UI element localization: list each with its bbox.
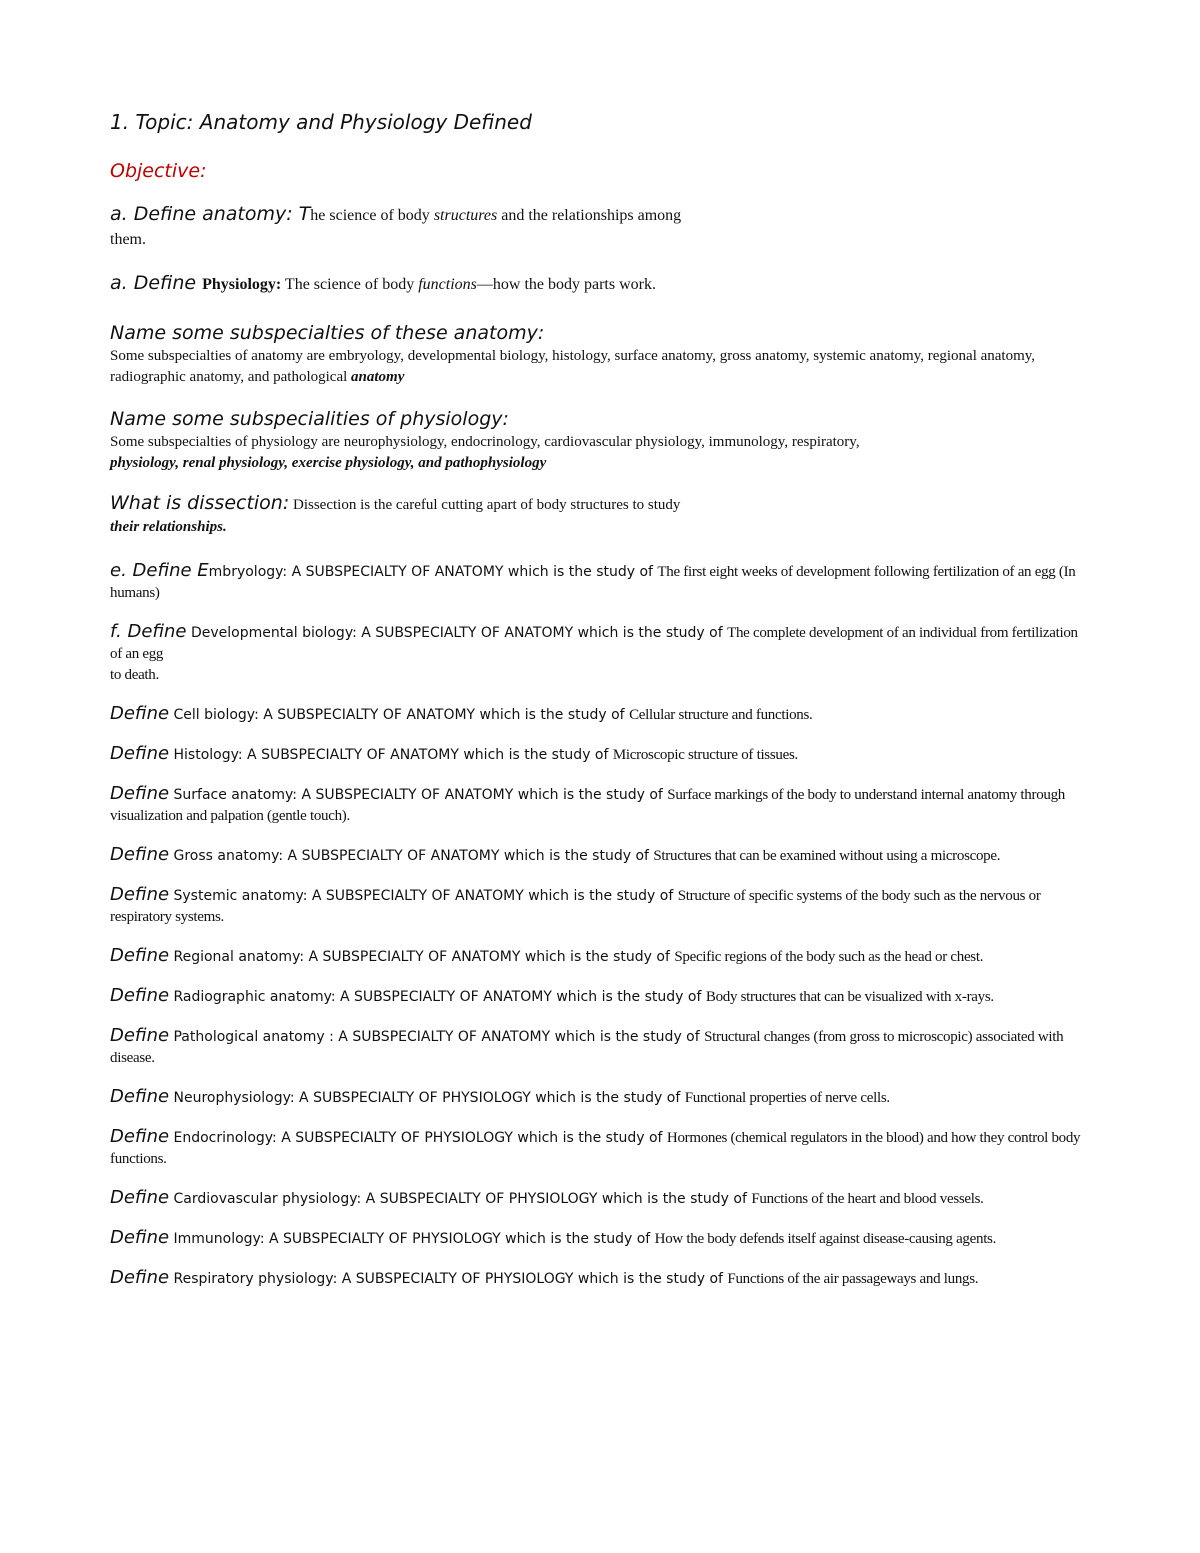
define-text: Hormones (chemical regulators in the blood) and how they control body functions. [110,1130,1081,1167]
define-label: Define [110,703,170,724]
definition-item [110,1025,1090,1069]
define-anatomy-cap: T [298,203,311,225]
definition-item [110,1267,1090,1290]
define-lead: Surface anatomy: A SUBSPECIALTY OF ANATOMY which is the study of [169,787,668,803]
definition-item [110,1086,1090,1109]
define-lead: Regional anatomy: A SUBSPECIALTY OF ANATOMY which is the study of [169,949,675,965]
define-physiology-bold: Physiology: [202,276,282,293]
define-lead: Systemic anatomy: A SUBSPECIALTY OF ANATOMY which is the study of [169,888,678,904]
define-lead: Immunology: A SUBSPECIALTY OF PHYSIOLOGY which is the study of [169,1231,655,1247]
define-anatomy-em: structures [433,207,498,224]
define-physiology [110,270,1090,298]
define-label: e. Define E [110,560,209,581]
define-label: Define [110,844,170,865]
topic-heading: 1. Topic: Anatomy and Physiology Defined [110,110,532,134]
define-label: Define [110,1187,170,1208]
document-body [110,108,1090,1307]
physiology-subspecialties-bold: physiology, renal physiology, exercise physiology, and pathophysiology [110,455,547,471]
anatomy-subspecialties [110,320,1090,388]
define-text: The complete development of an individual from fertilization of an egg [110,625,1078,662]
anatomy-subspecialties-text: Some subspecialties of anatomy are embryology, developmental biology, histology, surface anatomy, gross anatomy, systemic anatomy, regional anatomy, radiographic anatomy, and pathological [110,348,1036,385]
define-label: Define [110,783,170,804]
define-anatomy-text2: and the relationships among [497,207,682,224]
define-label: Define [110,884,170,905]
define-anatomy-text1: he science of body [310,207,434,224]
define-text: Cellular structure and functions. [629,707,813,723]
define-anatomy-label: a. Define anatomy: [110,203,299,225]
define-label: Define [110,945,170,966]
define-physiology-label: a. Define [110,272,203,294]
define-label: Define [110,1025,170,1046]
physiology-subspecialties-text: Some subspecialties of physiology are neurophysiology, endocrinology, cardiovascular physiology, immunology, respiratory, [110,434,860,450]
define-embryology [110,560,1090,604]
define-lead: Developmental biology: A SUBSPECIALTY OF ANATOMY which is the study of [186,625,728,641]
definition-item [110,783,1090,827]
dissection [110,492,1090,538]
define-lead: Radiographic anatomy: A SUBSPECIALTY OF ANATOMY which is the study of [169,989,706,1005]
define-anatomy [110,202,1090,252]
define-label: Define [110,1267,170,1288]
definition-item [110,703,1090,726]
define-physiology-text1: The science of body [281,276,419,293]
definition-item [110,743,1090,766]
define-text: The first eight weeks of development following fertilization of an egg (In humans) [110,564,1076,601]
define-text: How the body defends itself against disease-causing agents. [654,1231,997,1247]
define-lead: Histology: A SUBSPECIALTY OF ANATOMY which is the study of [169,747,613,763]
definition-item [110,1227,1090,1250]
define-text: Structures that can be examined without using a microscope. [653,848,1001,864]
anatomy-subspecialties-bold: anatomy [351,369,405,385]
definition-item [110,1126,1090,1170]
definition-item [110,985,1090,1008]
define-label: Define [110,743,170,764]
dissection-text: Dissection is the careful cutting apart of body structures to study [289,497,681,513]
define-anatomy-text3: them. [110,231,146,248]
definition-item [110,884,1090,928]
define-text: Specific regions of the body such as the head or chest. [674,949,984,965]
define-text: Microscopic structure of tissues. [612,747,798,763]
dissection-bold: their relationships. [110,519,227,535]
physiology-subspecialties-heading: Name some subspecialities of physiology: [110,408,509,430]
define-text: Body structures that can be visualized with x-rays. [705,989,994,1005]
anatomy-subspecialties-heading: Name some subspecialties of these anatomy: [110,322,545,344]
define-lead: Cardiovascular physiology: A SUBSPECIALTY OF PHYSIOLOGY which is the study of [169,1191,752,1207]
define-text: Structural changes (from gross to microscopic) associated with disease. [110,1029,1064,1066]
definition-item [110,945,1090,968]
define-physiology-em: functions [418,276,477,293]
define-lead: Cell biology: A SUBSPECIALTY OF ANATOMY which is the study of [169,707,630,723]
define-text: Structure of specific systems of the body such as the nervous or respiratory systems. [110,888,1041,925]
definition-item [110,1187,1090,1210]
physiology-subspecialties [110,406,1090,474]
define-label: Define [110,985,170,1006]
define-label: Define [110,1227,170,1248]
define-lead: Gross anatomy: A SUBSPECIALTY OF ANATOMY which is the study of [169,848,654,864]
definition-item [110,844,1090,867]
define-label: Define [110,1086,170,1107]
dissection-label: What is dissection: [110,492,290,514]
define-text: Surface markings of the body to understand internal anatomy through visualization and palpation (gentle touch). [110,787,1065,824]
define-lead: Neurophysiology: A SUBSPECIALTY OF PHYSIOLOGY which is the study of [169,1090,685,1106]
define-physiology-text2: —how the body parts work. [476,276,656,293]
define-text: Functions of the heart and blood vessels. [751,1191,984,1207]
define-lead: Respiratory physiology: A SUBSPECIALTY OF PHYSIOLOGY which is the study of [169,1271,728,1287]
objective-heading: Objective: [110,160,207,182]
define-lead: Pathological anatomy : A SUBSPECIALTY OF ANATOMY which is the study of [169,1029,705,1045]
define-label: f. Define [110,621,187,642]
define-text: Functions of the air passageways and lungs. [727,1271,979,1287]
define-lead: mbryology: A SUBSPECIALTY OF ANATOMY which is the study of [208,564,658,580]
define-developmental-biology [110,621,1090,686]
define-lead: Endocrinology: A SUBSPECIALTY OF PHYSIOLOGY which is the study of [169,1130,667,1146]
define-text-cont: to death. [110,667,159,683]
define-text: Functional properties of nerve cells. [684,1090,890,1106]
define-label: Define [110,1126,170,1147]
